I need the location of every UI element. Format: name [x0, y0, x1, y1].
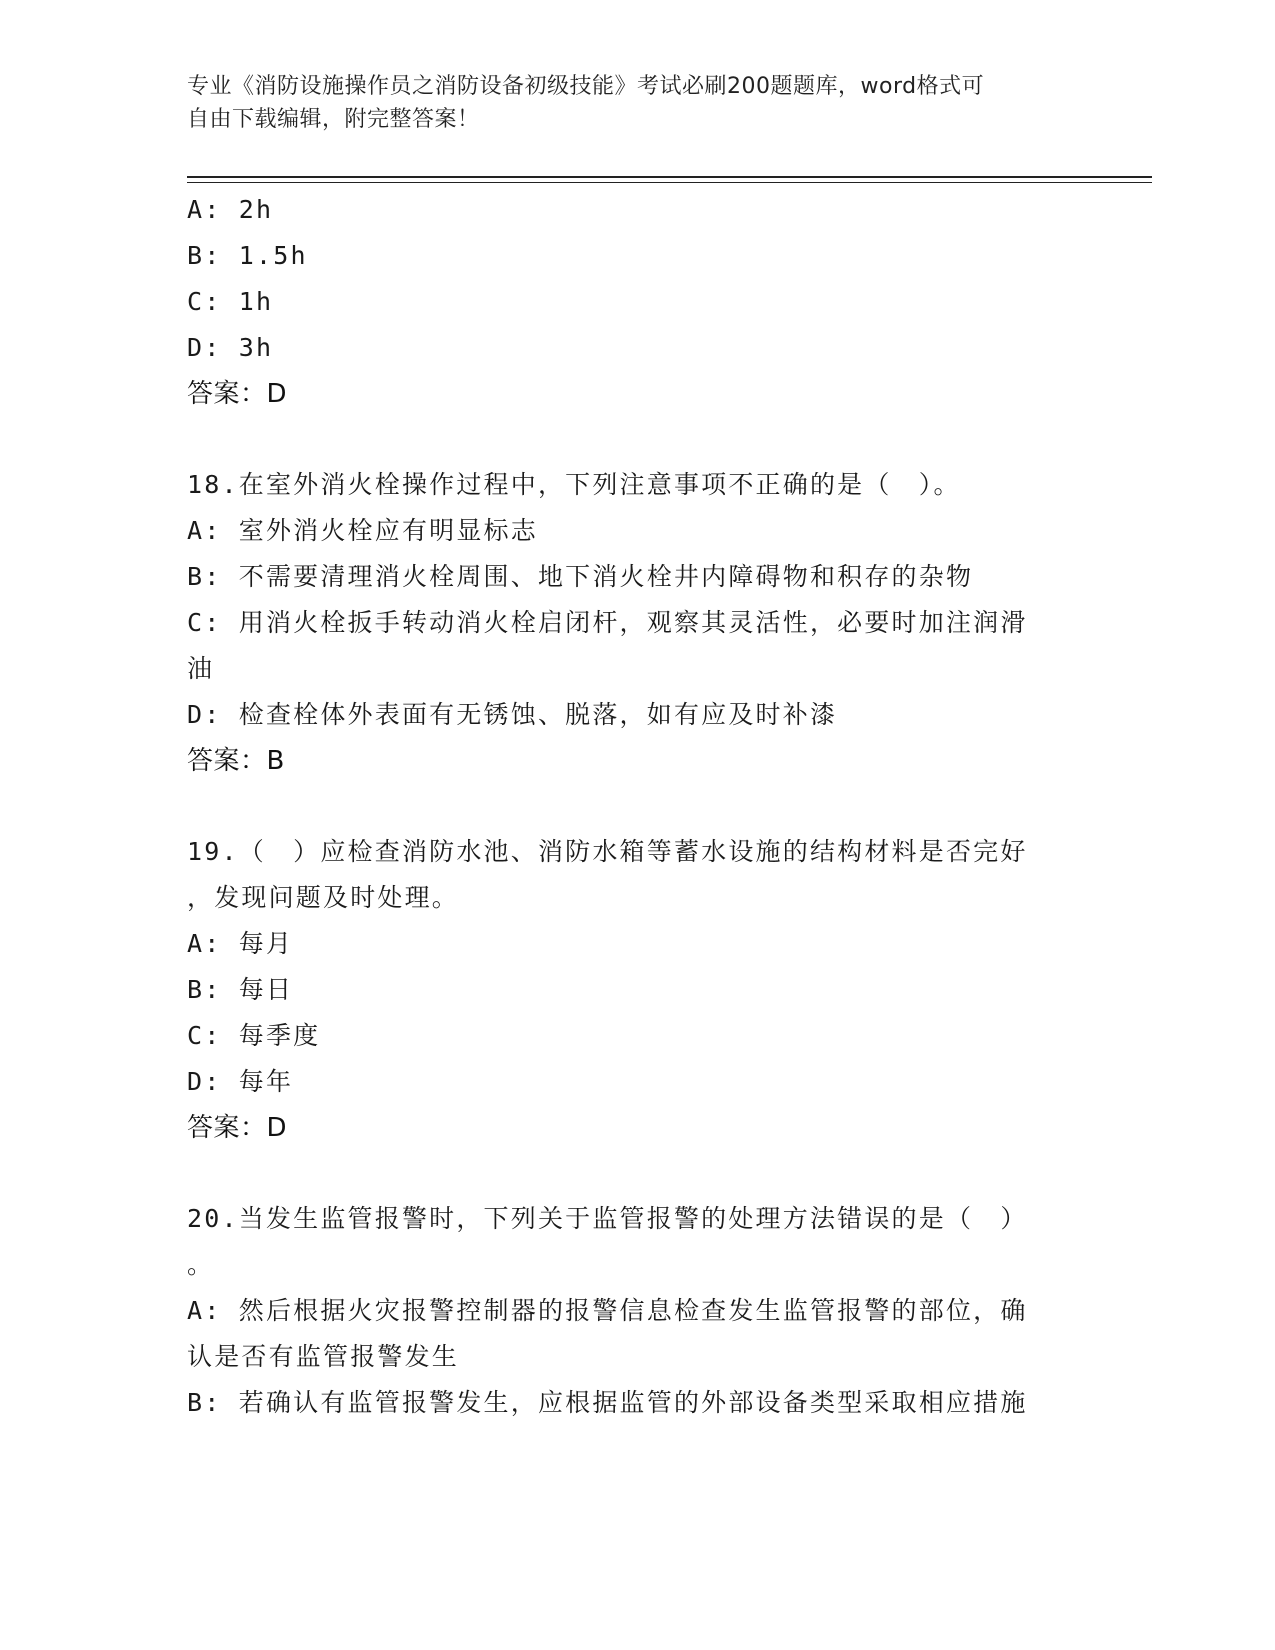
spacer [187, 417, 1087, 462]
option-a: A: 每月 [187, 929, 294, 958]
option-c: C: 每季度 [187, 1021, 321, 1050]
option-c: C: 1h [187, 287, 274, 316]
question-20 [187, 1196, 1087, 1426]
option-a-continued: 认是否有监管报警发生 [187, 1342, 460, 1371]
answer-line: 答案：D [187, 379, 288, 409]
option-c: C: 用消火栓扳手转动消火栓启闭杆，观察其灵活性，必要时加注润滑 [187, 608, 1028, 637]
option-b: B: 每日 [187, 975, 294, 1004]
question-18 [187, 462, 1087, 784]
option-a: A: 室外消火栓应有明显标志 [187, 516, 538, 545]
header-divider-thin [187, 182, 1152, 183]
header-divider-thick [187, 176, 1152, 178]
question-stem: 19.（ ）应检查消防水池、消防水箱等蓄水设施的结构材料是否完好 [187, 837, 1028, 866]
option-b: B: 1.5h [187, 241, 308, 270]
header-line-1: 专业《消防设施操作员之消防设备初级技能》考试必刷200题题库，word格式可 [187, 74, 985, 99]
question-stem-continued: 。 [187, 1250, 215, 1279]
question-stem: 18.在室外消火栓操作过程中，下列注意事项不正确的是（ ）。 [187, 470, 961, 499]
question-content [187, 187, 1087, 1426]
question-stem-continued: ，发现问题及时处理。 [187, 883, 460, 912]
question-17 [187, 187, 1087, 417]
document-header [187, 70, 1077, 136]
option-b: B: 不需要清理消火栓周围、地下消火栓井内障碍物和积存的杂物 [187, 562, 974, 591]
question-19 [187, 829, 1087, 1151]
answer-line: 答案：D [187, 1113, 288, 1143]
option-d: D: 检查栓体外表面有无锈蚀、脱落，如有应及时补漆 [187, 700, 838, 729]
question-stem: 20.当发生监管报警时，下列关于监管报警的处理方法错误的是（ ） [187, 1204, 1028, 1233]
answer-line: 答案：B [187, 746, 285, 776]
spacer [187, 1151, 1087, 1196]
option-b: B: 若确认有监管报警发生，应根据监管的外部设备类型采取相应措施 [187, 1388, 1028, 1417]
option-d: D: 3h [187, 333, 274, 362]
option-a: A: 2h [187, 195, 274, 224]
spacer [187, 784, 1087, 829]
option-d: D: 每年 [187, 1067, 294, 1096]
option-c-continued: 油 [187, 654, 215, 683]
option-a: A: 然后根据火灾报警控制器的报警信息检查发生监管报警的部位，确 [187, 1296, 1028, 1325]
header-line-2: 自由下载编辑，附完整答案！ [187, 107, 480, 132]
